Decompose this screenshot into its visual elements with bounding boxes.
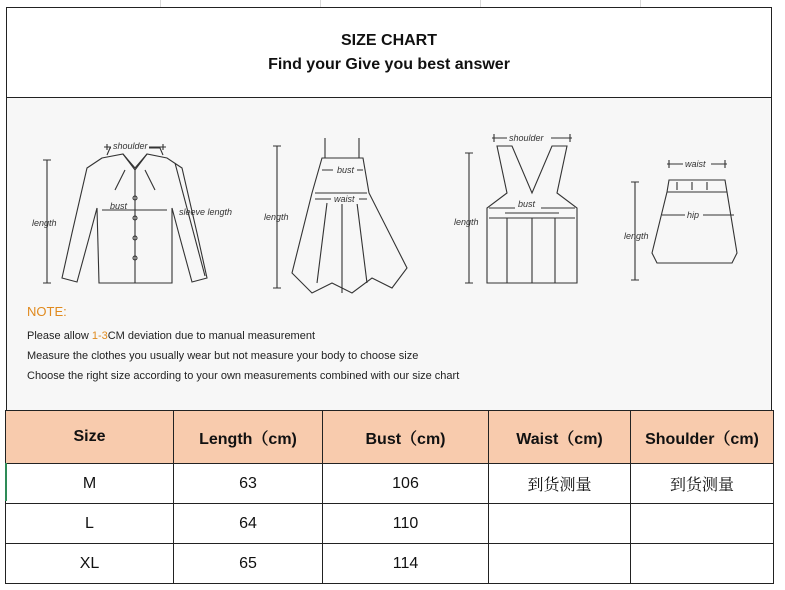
note-title: NOTE: <box>27 304 67 319</box>
table-cell[interactable] <box>631 544 774 584</box>
note-line-3: Choose the right size according to your own measurements combined with our size chart <box>27 370 460 382</box>
shirt-length-label: length <box>32 218 57 228</box>
header-length: Length（cm) <box>174 411 323 464</box>
measurement-illustration <box>6 98 772 410</box>
note-line-1-post: CM deviation due to manual measurement <box>107 330 316 342</box>
top-bust-label: bust <box>518 199 536 209</box>
table-row <box>6 544 774 584</box>
dress-bust-label: bust <box>337 165 355 175</box>
skirt-hip-label: hip <box>687 210 700 220</box>
table-cell[interactable]: 到货测量 <box>489 464 631 504</box>
table-cell[interactable]: 到货测量 <box>631 464 774 504</box>
table-cell[interactable] <box>631 504 774 544</box>
table-cell[interactable]: XL <box>6 544 174 584</box>
dress-waist-label: waist <box>334 194 355 204</box>
table-cell[interactable] <box>489 504 631 544</box>
note-line-1 <box>27 330 315 342</box>
shirt-sleeve-label: sleeve length <box>179 207 233 217</box>
header-shoulder: Shoulder（cm) <box>631 411 774 464</box>
header-waist: Waist（cm) <box>489 411 631 464</box>
table-cell[interactable]: 114 <box>323 544 489 584</box>
chart-subtitle: Find your Give you best answer <box>268 56 510 73</box>
note-line-1-pre: Please allow <box>27 330 92 342</box>
skirt-length-label: length <box>624 231 649 241</box>
table-cell[interactable]: 110 <box>323 504 489 544</box>
table-cell[interactable]: 106 <box>323 464 489 504</box>
table-cell[interactable]: M <box>6 464 174 504</box>
note-line-2: Measure the clothes you usually wear but not measure your body to choose size <box>27 350 419 362</box>
skirt-waist-label: waist <box>685 159 706 169</box>
selected-cell-marker <box>5 463 7 501</box>
header-bust: Bust（cm) <box>323 411 489 464</box>
title-box <box>6 7 772 98</box>
table-cell[interactable] <box>489 544 631 584</box>
table-row <box>6 464 774 504</box>
shirt-bust-label: bust <box>110 201 128 211</box>
table-cell[interactable]: 64 <box>174 504 323 544</box>
top-length-label: length <box>454 217 479 227</box>
note-deviation-range: 1-3 <box>91 330 108 342</box>
shirt-shoulder-label: shoulder <box>113 141 148 151</box>
table-row <box>6 504 774 544</box>
header-size: Size <box>6 411 174 464</box>
size-table <box>5 410 774 584</box>
skirt-drawing <box>631 160 737 280</box>
dress-drawing <box>273 138 407 293</box>
table-cell[interactable]: 65 <box>174 544 323 584</box>
table-header-row <box>6 411 774 464</box>
dress-length-label: length <box>264 212 289 222</box>
garment-drawings <box>7 98 773 410</box>
top-shoulder-label: shoulder <box>509 133 544 143</box>
chart-title: SIZE CHART <box>341 32 437 49</box>
table-cell[interactable]: L <box>6 504 174 544</box>
table-cell[interactable]: 63 <box>174 464 323 504</box>
